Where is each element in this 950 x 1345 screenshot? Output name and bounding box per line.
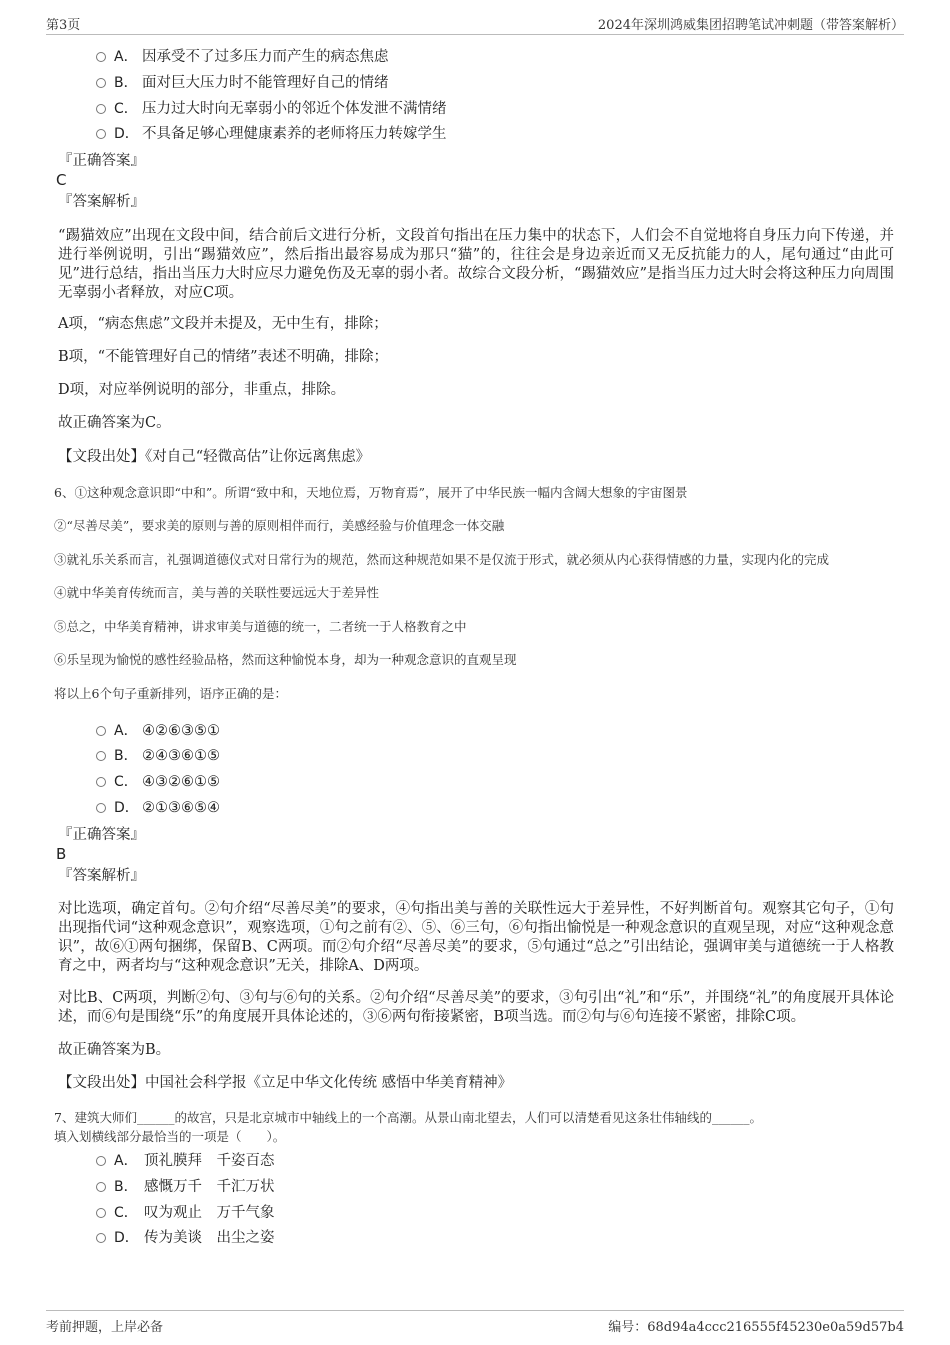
- page-number: 第3页: [46, 18, 81, 33]
- q5-analysis-paragraph: “踢猫效应”出现在文段中间，结合前后文进行分析，文段首句指出在压力集中的状态下，人们会不自觉地将自身压力向下传递，并进行举例说明，引出“踢猫效应”，然后指出最容易成为那只“猫”的，往往会是身边亲近而又无反抗能力的人，尾句通过“由此可见”进行总结，指出当压力大时应尽力避免伤及无辜的弱小者。故综合文段分析，“踢猫效应”是指当压力过大时会将这种压力向周围无辜弱小者释放，对应C项。: [58, 228, 894, 301]
- radio-icon[interactable]: [96, 1156, 106, 1166]
- q7-option-a[interactable]: A． 顶礼膜拜 千姿百态: [96, 1151, 275, 1171]
- q7-option-d[interactable]: D． 传为美谈 出尘之姿: [96, 1228, 275, 1248]
- radio-icon[interactable]: [96, 52, 106, 62]
- q6-sentence: 6、①这种观念意识即“中和”。所谓“致中和，天地位焉，万物育焉”，展开了中华民族一幅内含阔大想象的宇宙图景: [54, 485, 688, 500]
- radio-icon[interactable]: [96, 1233, 106, 1243]
- q6-sentence: ④就中华美育传统而言，美与善的关联性要远远大于差异性: [54, 585, 380, 600]
- q5-answer: C: [56, 171, 67, 189]
- page-footer: [46, 1310, 904, 1335]
- page-header: [46, 14, 904, 35]
- radio-icon[interactable]: [96, 129, 106, 139]
- document-id: 编号：68d94a4ccc216555f45230e0a59d57b4: [608, 1320, 904, 1335]
- option-text: ④②⑥③⑤①: [142, 723, 220, 739]
- q5-source: 【文段出处】《对自己“轻微高估”让你远离焦虑》: [58, 449, 371, 465]
- q6-answer-label: 『正确答案』: [58, 827, 145, 843]
- radio-icon[interactable]: [96, 1208, 106, 1218]
- radio-icon[interactable]: [96, 78, 106, 88]
- option-text: 因承受不了过多压力而产生的病态焦虑: [142, 49, 389, 65]
- option-text: 顶礼膜拜 千姿百态: [144, 1153, 275, 1169]
- q6-sentence: ⑥乐呈现为愉悦的感性经验品格，然而这种愉悦本身，却为一种观念意识的直观呈现: [54, 652, 517, 667]
- q6-option-d[interactable]: D． ②①③⑥⑤④: [96, 798, 220, 818]
- option-text: 面对巨大压力时不能管理好自己的情绪: [142, 75, 389, 91]
- q6-analysis-paragraph: 对比选项，确定首句。②句介绍“尽善尽美”的要求，④句指出美与善的关联性远大于差异性，不好判断首句。观察其它句子，①句出现指代词“这种观念意识”，观察选项，①句之前有②、⑤、⑥三句，⑥句指出愉悦是一种观念意识的直观呈现，对应“这种观念意识”，故⑥①两句捆绑，保留B、C两项。而②句介绍“尽善尽美”的要求，⑤句通过“总之”引出结论，强调审美与道德统一于人格教育之中，两者均与“这种观念意识”无关，排除A、D两项。: [58, 901, 894, 974]
- q6-analysis-label: 『答案解析』: [58, 868, 145, 884]
- q6-sentence: ③就礼乐关系而言，礼强调道德仪式对日常行为的规范，然而这种规范如果不是仅流于形式，就必须从内心获得情感的力量，实现内化的完成: [54, 552, 830, 567]
- q6-option-b[interactable]: B． ②④③⑥①⑤: [96, 746, 220, 766]
- q6-prompt: 将以上6个句子重新排列，语序正确的是：: [54, 686, 287, 701]
- q6-answer: B: [56, 845, 67, 863]
- q6-sentence: ②“尽善尽美”，要求美的原则与善的原则相伴而行，美感经验与价值理念一体交融: [54, 518, 505, 533]
- q6-analysis-paragraph: 故正确答案为B。: [58, 1042, 171, 1058]
- q6-option-c[interactable]: C． ④③②⑥①⑤: [96, 772, 220, 792]
- q5-analysis-paragraph: 故正确答案为C。: [58, 415, 171, 431]
- radio-icon[interactable]: [96, 104, 106, 114]
- q7-prompt: 填入划横线部分最恰当的一项是（ ）。: [54, 1129, 286, 1144]
- q7-option-c[interactable]: C． 叹为观止 万千气象: [96, 1203, 275, 1223]
- radio-icon[interactable]: [96, 777, 106, 787]
- radio-icon[interactable]: [96, 803, 106, 813]
- q5-analysis-paragraph: A项，“病态焦虑”文段并未提及，无中生有，排除；: [58, 316, 388, 332]
- q7-stem: 7、建筑大师们______的故宫，只是北京城市中轴线上的一个高潮。从景山南北望去，人们可以清楚看见这条壮伟轴线的______。: [54, 1110, 762, 1125]
- q5-option-b[interactable]: B． 面对巨大压力时不能管理好自己的情绪: [96, 73, 389, 93]
- option-text: ②①③⑥⑤④: [142, 800, 220, 816]
- q6-source: 【文段出处】中国社会科学报《立足中华文化传统 感悟中华美育精神》: [58, 1075, 513, 1091]
- option-text: ②④③⑥①⑤: [142, 748, 220, 764]
- q6-option-a[interactable]: A． ④②⑥③⑤①: [96, 721, 220, 741]
- option-text: 感慨万千 千汇万状: [144, 1179, 275, 1195]
- document-title: 2024年深圳鸿威集团招聘笔试冲刺题（带答案解析）: [597, 18, 904, 33]
- q7-option-b[interactable]: B． 感慨万千 千汇万状: [96, 1177, 275, 1197]
- q5-analysis-paragraph: B项，“不能管理好自己的情绪”表述不明确，排除；: [58, 349, 388, 365]
- footer-slogan: 考前押题，上岸必备: [46, 1320, 164, 1335]
- option-text: 传为美谈 出尘之姿: [144, 1230, 275, 1246]
- radio-icon[interactable]: [96, 1182, 106, 1192]
- q6-analysis-paragraph: 对比B、C两项，判断②句、③句与⑥句的关系。②句介绍“尽善尽美”的要求，③句引出“礼”和“乐”，并围绕“礼”的角度展开具体论述，而⑥句是围绕“乐”的角度展开具体论述的，③⑥两句衔接紧密，B项当选。而②句与⑥句连接不紧密，排除C项。: [58, 990, 894, 1025]
- radio-icon[interactable]: [96, 751, 106, 761]
- option-text: 压力过大时向无辜弱小的邻近个体发泄不满情绪: [142, 101, 447, 117]
- q6-sentence: ⑤总之，中华美育精神，讲求审美与道德的统一，二者统一于人格教育之中: [54, 619, 467, 634]
- radio-icon[interactable]: [96, 726, 106, 736]
- q5-option-d[interactable]: D． 不具备足够心理健康素养的老师将压力转嫁学生: [96, 124, 447, 144]
- option-text: ④③②⑥①⑤: [142, 774, 220, 790]
- q5-analysis-paragraph: D项，对应举例说明的部分，非重点，排除。: [58, 382, 346, 398]
- option-text: 不具备足够心理健康素养的老师将压力转嫁学生: [142, 126, 447, 142]
- q5-option-a[interactable]: A． 因承受不了过多压力而产生的病态焦虑: [96, 47, 389, 67]
- q5-analysis-label: 『答案解析』: [58, 194, 145, 210]
- option-text: 叹为观止 万千气象: [144, 1205, 275, 1221]
- q5-option-c[interactable]: C． 压力过大时向无辜弱小的邻近个体发泄不满情绪: [96, 99, 447, 119]
- q5-answer-label: 『正确答案』: [58, 153, 145, 169]
